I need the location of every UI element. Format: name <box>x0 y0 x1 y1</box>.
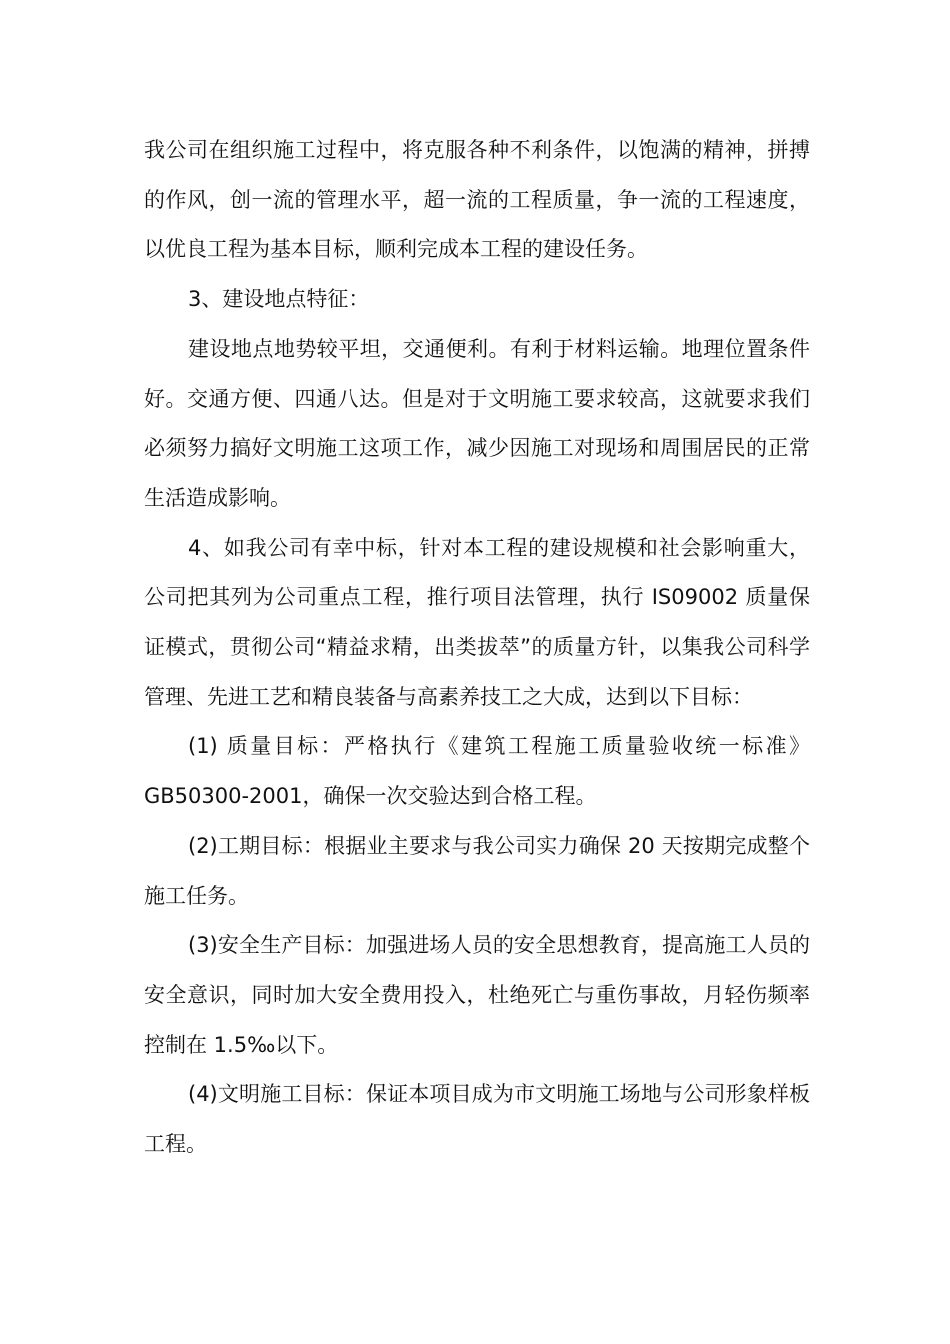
paragraph-site-features: 建设地点地势较平坦，交通便利。有利于材料运输。地理位置条件好。交通方便、四通八达。但是对于文明施工要求较高，这就要求我们必须努力搞好文明施工这项工作，减少因施工对现场和周围居民的正常生活造成影响。 <box>144 336 810 510</box>
goal-civilized-construction: (4)文明施工目标：保证本项目成为市文明施工场地与公司形象样板工程。 <box>144 1082 810 1157</box>
document-body <box>144 126 810 1170</box>
paragraph-intro-continuation: 我公司在组织施工过程中，将克服各种不利条件，以饱满的精神，拼搏的作风，创一流的管理水平，超一流的工程质量，争一流的工程速度，以优良工程为基本目标，顺利完成本工程的建设任务。 <box>144 138 810 262</box>
goal-schedule: (2)工期目标：根据业主要求与我公司实力确保 20 天按期完成整个施工任务。 <box>144 833 810 908</box>
goal-quality: (1) 质量目标：严格执行《建筑工程施工质量验收统一标准》GB50300-2001，确保一次交验达到合格工程。 <box>144 734 810 809</box>
goal-safety: (3)安全生产目标：加强进场人员的安全思想教育，提高施工人员的安全意识，同时加大安全费用投入，杜绝死亡与重伤事故，月轻伤频率控制在 1.5‰以下。 <box>144 933 810 1057</box>
section-heading-site-features: 3、建设地点特征： <box>188 287 370 312</box>
paragraph-goals-intro: 4、如我公司有幸中标，针对本工程的建设规模和社会影响重大，公司把其列为公司重点工程，推行项目法管理，执行 IS09002 质量保证模式，贯彻公司“精益求精，出类拔萃”的质量方针，以集我公司科学管理、先进工艺和精良装备与高素养技工之大成，达到以下目标： <box>144 535 810 709</box>
